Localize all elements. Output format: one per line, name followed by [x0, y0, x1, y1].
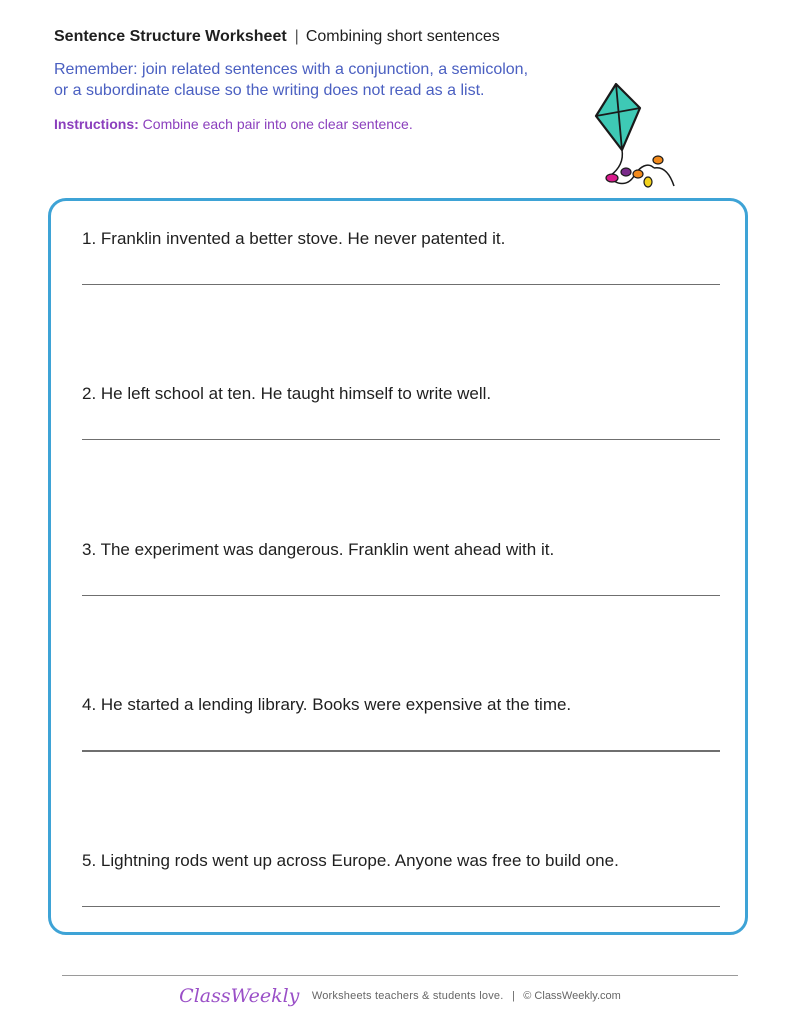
- exercise-item-1: [82, 228, 720, 250]
- kite-icon: [588, 78, 680, 196]
- exercise-item-4: [82, 694, 720, 716]
- footer-divider: [62, 975, 738, 976]
- exercise-prompt: 5. Lightning rods went up across Europe. Anyone was free to build one.: [82, 851, 619, 870]
- remember-line-2: or a subordinate clause so the writing does not read as a list.: [54, 82, 485, 99]
- instructions-label: Instructions:: [54, 116, 139, 132]
- instructions-text: Combine each pair into one clear sentence.: [142, 116, 413, 132]
- exercise-item-3: [82, 539, 720, 561]
- exercise-prompt: 2. He left school at ten. He taught himself to write well.: [82, 384, 492, 403]
- exercise-prompt: 1. Franklin invented a better stove. He never patented it.: [82, 229, 506, 248]
- exercise-item-5: [82, 850, 720, 872]
- footer: [0, 985, 800, 1007]
- exercise-prompt: 4. He started a lending library. Books were expensive at the time.: [82, 695, 572, 714]
- instructions: [54, 115, 594, 133]
- answer-line[interactable]: [82, 906, 720, 907]
- worksheet-subtitle: Combining short sentences: [305, 28, 500, 45]
- answer-line[interactable]: [82, 439, 720, 440]
- exercise-prompt: 3. The experiment was dangerous. Franklin went ahead with it.: [82, 540, 555, 559]
- remember-line-1: Remember: join related sentences with a conjunction, a semicolon,: [54, 61, 529, 78]
- answer-line[interactable]: [82, 750, 720, 752]
- footer-copyright: © ClassWeekly.com: [523, 990, 621, 1002]
- brand-logo: ClassWeekly: [179, 985, 300, 1007]
- worksheet-header: [54, 27, 594, 133]
- footer-tagline: Worksheets teachers & students love.: [311, 990, 504, 1002]
- exercise-item-2: [82, 383, 720, 405]
- remember-note: [54, 59, 594, 101]
- worksheet-title: Sentence Structure Worksheet: [54, 28, 287, 45]
- title-separator: |: [294, 28, 299, 45]
- answer-line[interactable]: [82, 284, 720, 285]
- title-row: [54, 27, 594, 47]
- answer-line[interactable]: [82, 595, 720, 596]
- footer-separator: |: [511, 990, 515, 1002]
- exercise-box: [48, 198, 748, 935]
